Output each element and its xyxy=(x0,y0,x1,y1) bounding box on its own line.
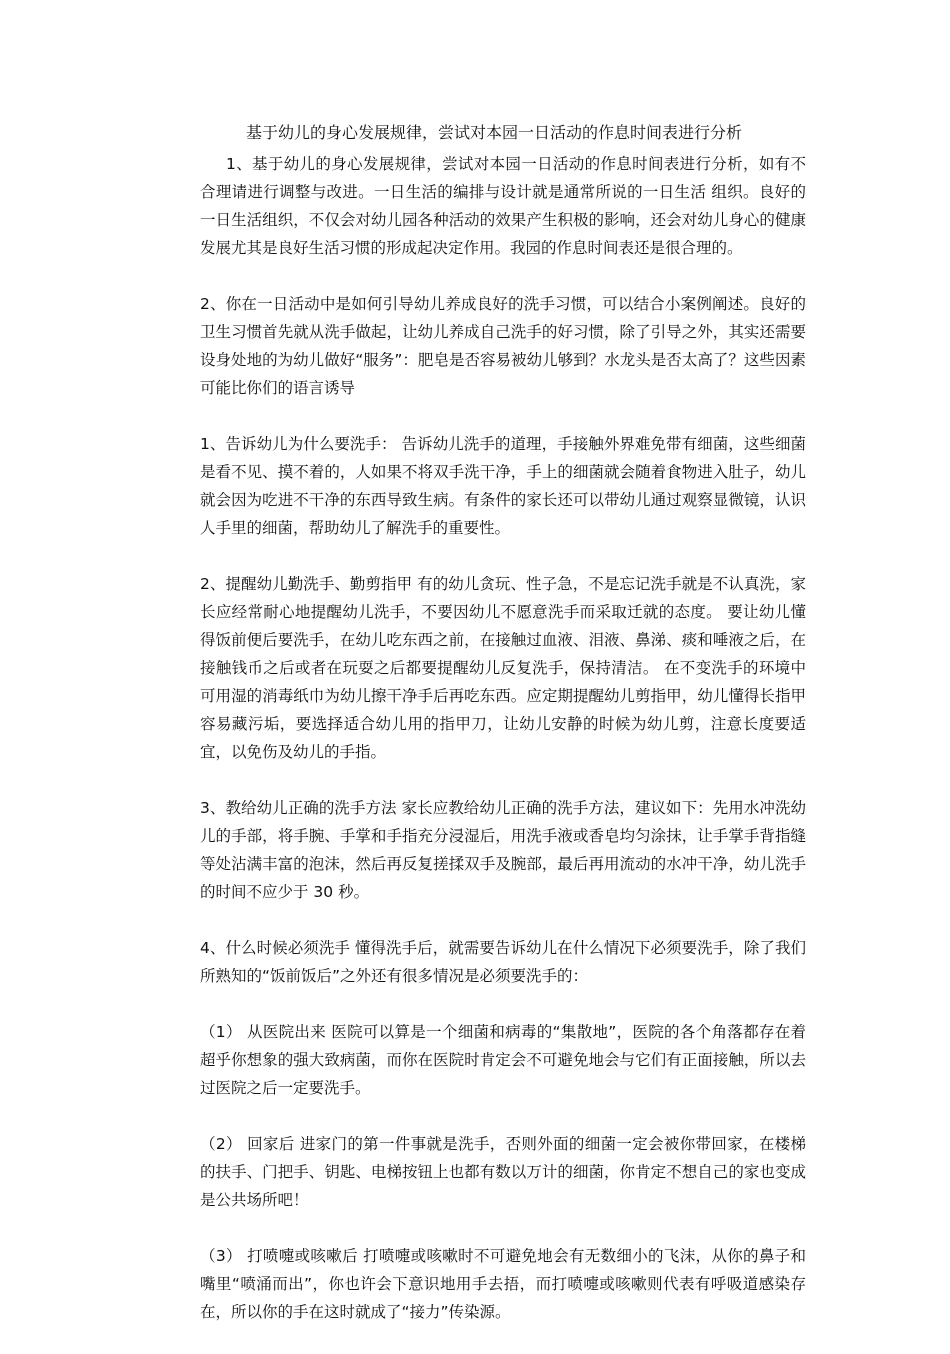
paragraph-remind-wash-and-trim: 2、提醒幼儿勤洗手、勤剪指甲 有的幼儿贪玩、性子急，不是忘记洗手就是不认真洗，家长应经常耐心地提醒幼儿洗手，不要因幼儿不愿意洗手而采取迁就的态度。 要让幼儿懂得饭前便后要洗手，在幼儿吃东西之前，在接触过血液、泪液、鼻涕、痰和唾液之后，在接触钱币之后或者在玩耍之后都要提醒幼儿反复洗手，保持清洁。 在不变洗手的环境中可用湿的消毒纸巾为幼儿擦干净手后再吃东西。应定期提醒幼儿剪指甲，幼儿懂得长指甲容易藏污垢，要选择适合幼儿用的指甲刀，让幼儿安静的时候为幼儿剪，注意长度要适宜，以免伤及幼儿的手指。 xyxy=(200,575,806,761)
paragraph-schedule-analysis: 1、基于幼儿的身心发展规律，尝试对本园一日活动的作息时间表进行分析，如有不合理请进行调整与改进。一日生活的编排与设计就是通常所说的一日生活 组织。良好的一日生活组织，不仅会对幼儿园各种活动的效果产生积极的影响，还会对幼儿身心的健康发展尤其是良好生活习惯的形成起决定作用。我园的作息时间表还是很合理的。 xyxy=(200,155,806,257)
document-title: 基于幼儿的身心发展规律，尝试对本园一日活动的作息时间表进行分析 xyxy=(246,123,743,142)
document-page xyxy=(200,118,806,1354)
paragraph-after-home: （2） 回家后 进家门的第一件事就是洗手，否则外面的细菌一定会被你带回家，在楼梯的扶手、门把手、钥匙、电梯按钮上也都有数以万计的细菌，你肯定不想自己的家也变成是公共场所吧！ xyxy=(200,1135,806,1209)
paragraph-handwashing-habit: 2、你在一日活动中是如何引导幼儿养成良好的洗手习惯，可以结合小案例阐述。良好的卫生习惯首先就从洗手做起，让幼儿养成自己洗手的好习惯，除了引导之外，其实还需要设身处地的为幼儿做好“服务”：肥皂是否容易被幼儿够到？水龙头是否太高了？这些因素可能比你们的语言诱导 xyxy=(200,295,806,397)
paragraph-correct-method: 3、教给幼儿正确的洗手方法 家长应教给幼儿正确的洗手方法，建议如下：先用水冲洗幼儿的手部，将手腕、手掌和手指充分浸湿后，用洗手液或香皂均匀涂抹，让手掌手背指缝等处沾满丰富的泡沫，然后再反复搓揉双手及腕部，最后再用流动的水冲干净，幼儿洗手的时间不应少于 30 秒。 xyxy=(200,799,806,901)
paragraph-why-wash-hands: 1、告诉幼儿为什么要洗手： 告诉幼儿洗手的道理，手接触外界难免带有细菌，这些细菌是看不见、摸不着的，人如果不将双手洗干净，手上的细菌就会随着食物进入肚子，幼儿就会因为吃进不干净的东西导致生病。有条件的家长还可以带幼儿通过观察显微镜，认识人手里的细菌，帮助幼儿了解洗手的重要性。 xyxy=(200,435,806,537)
paragraph-after-hospital: （1） 从医院出来 医院可以算是一个细菌和病毒的“集散地”，医院的各个角落都存在着超乎你想象的强大致病菌，而你在医院时肯定会不可避免地会与它们有正面接触，所以去过医院之后一定要洗手。 xyxy=(200,1023,806,1097)
paragraph-after-sneeze: （3） 打喷嚏或咳嗽后 打喷嚏或咳嗽时不可避免地会有无数细小的飞沫，从你的鼻子和嘴里“喷涌而出”，你也许会下意识地用手去捂，而打喷嚏或咳嗽则代表有呼吸道感染存在，所以你的手在这时就成了“接力”传染源。 xyxy=(200,1247,806,1321)
paragraph-when-to-wash: 4、什么时候必须洗手 懂得洗手后，就需要告诉幼儿在什么情况下必须要洗手，除了我们所熟知的“饭前饭后”之外还有很多情况是必须要洗手的： xyxy=(200,939,806,985)
